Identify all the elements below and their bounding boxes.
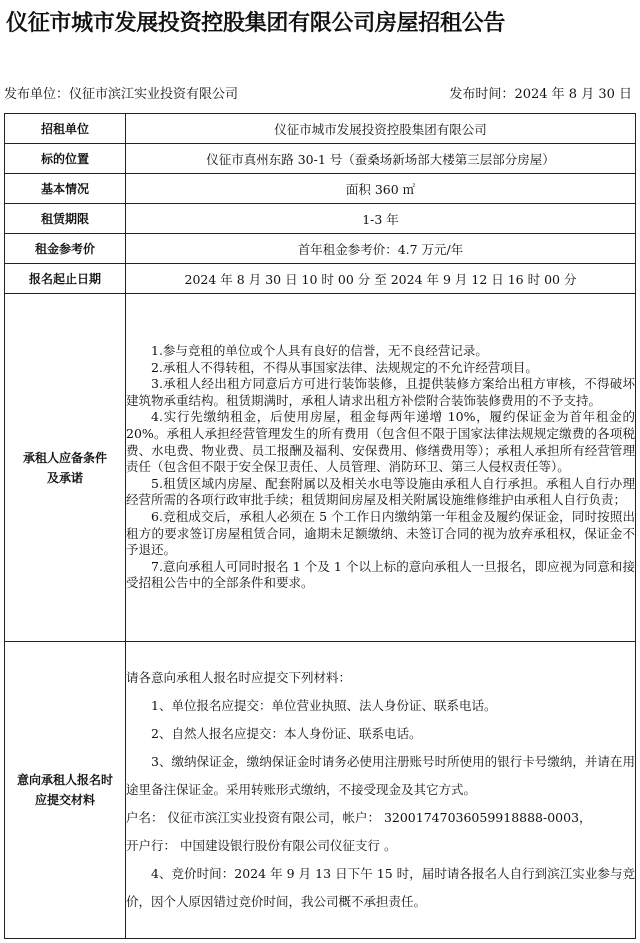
row-value: 2024 年 8 月 30 日 10 时 00 分 至 2024 年 9 月 12 日 16 时 00 分: [126, 264, 636, 294]
row-label: 标的位置: [5, 144, 126, 174]
conditions-label-line1: 承租人应备条件: [22, 450, 107, 465]
bank-info: 开户行： 中国建设银行股份有限公司仪征支行 。: [126, 838, 397, 853]
materials-item: 4、竞价时间：2024 年 9 月 13 日下午 15 时，届时请各报名人自行到滨江实业参与竞价，因个人原因错过竞价时间，我公司概不承担责任。: [126, 866, 635, 909]
condition-item: 1.参与竞租的单位或个人具有良好的信誉，无不良经营记录。: [151, 343, 488, 359]
row-label: 招租单位: [5, 114, 126, 144]
conditions-label: [5, 294, 126, 642]
publish-date: 2024 年 8 月 30 日: [514, 87, 632, 102]
condition-item: 7.意向承租人可同时报名 1 个及 1 个以上标的意向承租人一旦报名，即应视为同意和接受招租公告中的全部条件和要求。: [126, 558, 635, 591]
publisher-info: [4, 83, 238, 102]
table-row: [5, 264, 636, 294]
table-row: [5, 234, 636, 264]
table-row: [5, 114, 636, 144]
row-label: 基本情况: [5, 174, 126, 204]
row-label: 报名起止日期: [5, 264, 126, 294]
rental-info-table: [4, 113, 636, 939]
account-info: 户名： 仪征市滨江实业投资有限公司，帐户： 32001747036059918888-0003，: [126, 810, 592, 825]
row-label: 租金参考价: [5, 234, 126, 264]
table-row-conditions: [5, 294, 636, 642]
condition-item: 2.承租人不得转租，不得从事国家法律、法规规定的不允许经营项目。: [151, 359, 538, 375]
table-row: [5, 144, 636, 174]
table-row: [5, 174, 636, 204]
row-value: 面积 360 ㎡: [126, 174, 636, 204]
condition-item: 4.实行先缴纳租金，后使用房屋，租金每两年递增 10%，履约保证金为首年租金的 20%。承租人承担经营管理发生的所有费用（包含但不限于国家法律法规规定缴费的各项税费、水电费、物业费、员工报酬及福利、安保费用、修缮费用等）；承租人承担所有经营管理责任（包含但不限于安全保卫责任、人员管理、消防环卫、第三人侵权责任等）。: [126, 409, 635, 475]
conditions-text: [126, 294, 636, 642]
materials-label-line1: 意向承租人报名时: [16, 773, 113, 787]
page-title: 仪征市城市发展投资控股集团有限公司房屋招租公告: [6, 11, 506, 36]
materials-item: 1、单位报名应提交：单位营业执照、法人身份证、联系电话。: [151, 698, 497, 713]
row-value: 仪征市真州东路 30-1 号（蚕桑场新场部大楼第三层部分房屋）: [126, 144, 636, 174]
materials-label-line2: 应提交材料: [34, 793, 95, 807]
materials-item: 3、缴纳保证金，缴纳保证金时请务必使用注册账号时所使用的银行卡号缴纳，并请在用途里备注保证金。采用转账形式缴纳，不接受现金及其它方式。: [126, 754, 635, 797]
condition-item: 6.竞租成交后，承租人必须在 5 个工作日内缴纳第一年租金及履约保证金，同时按照出租方的要求签订房屋租赁合同，逾期未足额缴纳、未签订合同的视为放弃承租权，保证金不予退还。: [126, 508, 635, 558]
row-label: 租赁期限: [5, 204, 126, 234]
row-value: 首年租金参考价：4.7 万元/年: [126, 234, 636, 264]
condition-item: 3.承租人经出租方同意后方可进行装饰装修，且提供装修方案给出租方审核，不得破坏建筑物承重结构。租赁期满时，承租人请求出租方补偿附合装饰装修费用的不予支持。: [126, 376, 635, 408]
conditions-label-line2: 及承诺: [46, 470, 83, 485]
materials-intro: 请各意向承租人报名时应提交下列材料：: [126, 670, 352, 685]
publish-date-label: 发布时间：: [449, 87, 515, 102]
table-row: [5, 204, 636, 234]
materials-text: [126, 642, 636, 939]
condition-item: 5.租赁区域内房屋、配套附属以及相关水电等设施由承租人自行承担。承租人自行办理经营所需的各项行政审批手续；租赁期间房屋及相关附属设施维修维护由承租人自行负责；: [126, 475, 635, 508]
publish-date-info: [449, 83, 632, 102]
publisher-name: 仪征市滨江实业投资有限公司: [69, 87, 239, 102]
table-row-materials: [5, 642, 636, 939]
row-value: 1-3 年: [126, 204, 636, 234]
materials-label: [5, 642, 126, 939]
materials-item: 2、自然人报名应提交：本人身份证、联系电话。: [151, 726, 422, 741]
row-value: 仪征市城市发展投资控股集团有限公司: [126, 114, 636, 144]
publisher-label: 发布单位：: [4, 87, 70, 102]
